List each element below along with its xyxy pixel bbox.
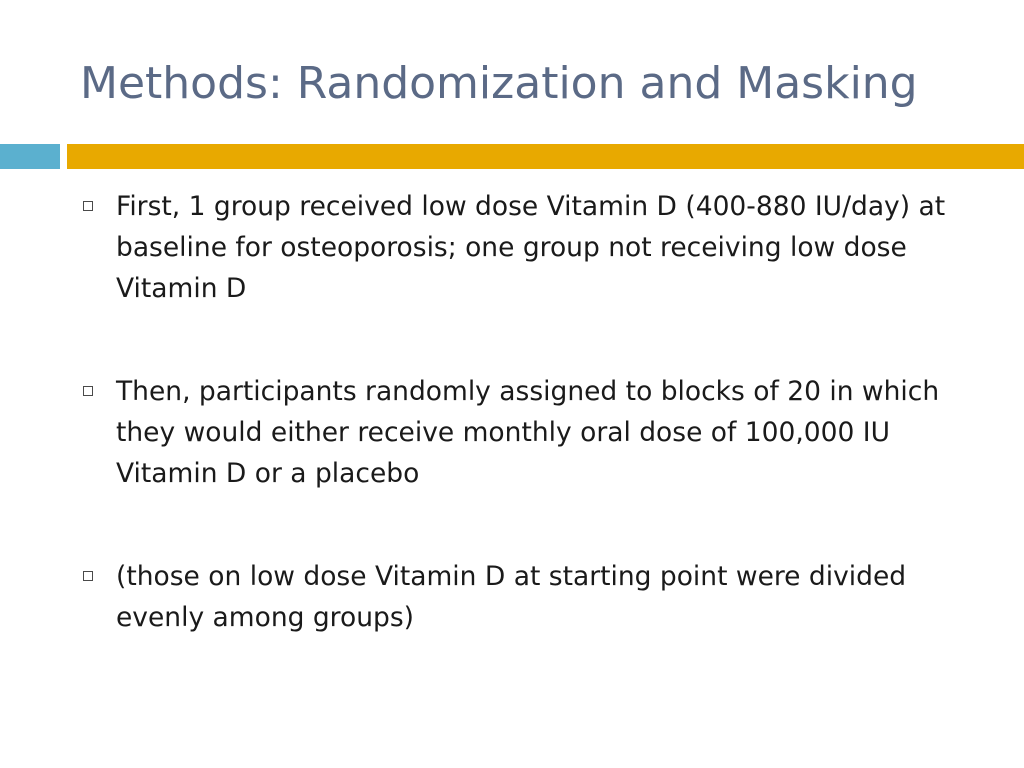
bullet-text: Then, participants randomly assigned to blocks of 20 in which they would either receive monthly oral dose of 100,000 IU Vitamin D or a placebo: [116, 376, 940, 489]
bullet-item: [80, 556, 980, 638]
accent-bar-left: [0, 144, 60, 169]
bullet-item: [80, 371, 980, 494]
slide-title: Methods: Randomization and Masking: [80, 58, 918, 109]
hollow-square-bullet-icon: [83, 571, 93, 581]
bullet-text: (those on low dose Vitamin D at starting point were divided evenly among groups): [116, 561, 907, 633]
bullet-list: [80, 186, 980, 700]
hollow-square-bullet-icon: [83, 386, 93, 396]
bullet-text: First, 1 group received low dose Vitamin D (400-880 IU/day) at baseline for osteoporosis; one group not receiving low dose Vitamin D: [116, 191, 946, 304]
accent-bar-right: [67, 144, 1024, 169]
hollow-square-bullet-icon: [83, 201, 93, 211]
bullet-item: [80, 186, 980, 309]
